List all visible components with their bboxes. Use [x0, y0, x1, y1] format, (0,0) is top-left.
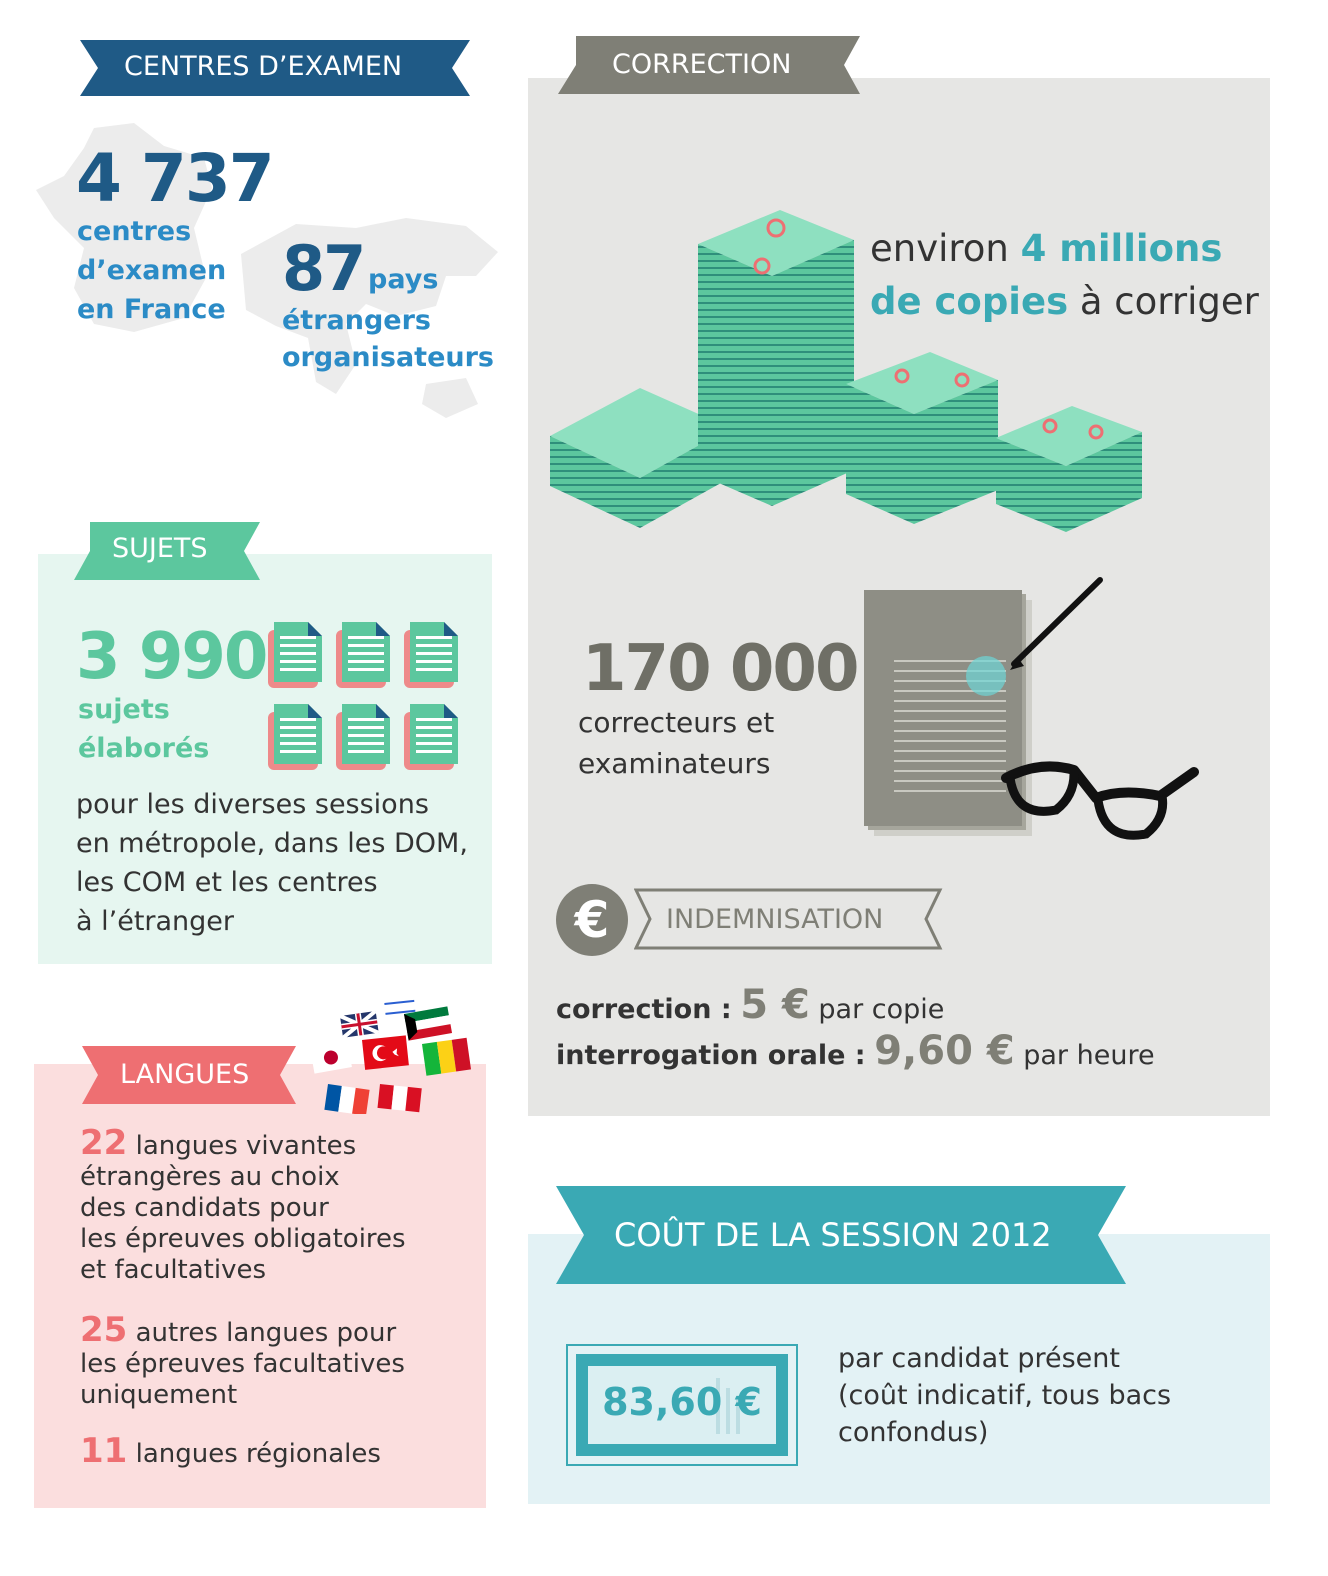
document-icon: [402, 622, 462, 690]
langues-block-3: [80, 1431, 381, 1471]
copies-highlight: de copies: [870, 280, 1069, 323]
indemnisation-line-unit: par heure: [1023, 1040, 1155, 1071]
sujets-desc-line: en métropole, dans les DOM,: [76, 828, 468, 859]
pays-word: pays: [368, 264, 439, 295]
langues-text: et facultatives: [80, 1255, 267, 1285]
flags-icon: [304, 996, 476, 1114]
document-icon: [334, 622, 394, 690]
cout-desc-line: (coût indicatif, tous bacs: [838, 1380, 1172, 1411]
langues-text: des candidats pour: [80, 1193, 329, 1223]
indemnisation-line-2: [556, 1028, 1155, 1074]
langues-line: [80, 1123, 406, 1163]
indemnisation-label: INDEMNISATION: [666, 904, 884, 935]
pays-label-line: organisateurs: [282, 342, 495, 373]
langues-number: 11: [80, 1431, 128, 1471]
copies-text-part: environ: [870, 227, 1009, 270]
indemnisation-line-label: interrogation orale :: [556, 1040, 866, 1071]
langues-text: les épreuves facultatives: [80, 1349, 405, 1379]
correcteurs-label: [578, 702, 774, 784]
indemnisation-line-1: [556, 982, 944, 1028]
copies-line: [870, 275, 1259, 328]
sujets-count: 3 990: [76, 620, 267, 694]
langues-block-2: [80, 1310, 405, 1411]
sujets-desc-line: à l’étranger: [76, 906, 235, 937]
paper-pen-glasses-illustration: [860, 574, 1200, 844]
correcteurs-count: 170 000: [582, 632, 858, 706]
sujets-label-line: sujets: [78, 694, 170, 725]
sujets-label-line: élaborés: [78, 733, 210, 764]
copies-text-part: à corriger: [1079, 280, 1259, 323]
sujets-description: [76, 785, 468, 941]
cout-title: COÛT DE LA SESSION 2012: [614, 1216, 1052, 1254]
indemnisation-line-value: 9,60 €: [874, 1028, 1015, 1074]
correction-title: CORRECTION: [612, 49, 792, 80]
pays-label: [282, 302, 494, 376]
langues-text: langues vivantes: [135, 1131, 357, 1161]
correcteurs-line: examinateurs: [578, 747, 771, 780]
document-icon: [266, 622, 326, 690]
correcteurs-line: correcteurs et: [578, 706, 775, 739]
centres-label-line: d’examen: [77, 255, 227, 286]
sujets-desc-line: pour les diverses sessions: [76, 789, 429, 820]
langues-text: étrangères au choix: [80, 1162, 340, 1192]
document-icon: [402, 704, 462, 772]
euro-symbol: €: [574, 891, 610, 949]
langues-title: LANGUES: [120, 1059, 250, 1090]
indemnisation-line-value: 5 €: [740, 982, 810, 1028]
centres-count-label: [77, 212, 226, 329]
sujets-desc-line: les COM et les centres: [76, 867, 378, 898]
pays-label-line: étrangers: [282, 305, 432, 336]
copies-highlight: 4 millions: [1020, 227, 1223, 270]
centres-label-line: en France: [77, 294, 226, 325]
langues-line: [80, 1310, 405, 1350]
cout-amount: 83,60 €: [602, 1380, 762, 1424]
cout-desc-line: confondus): [838, 1417, 989, 1448]
cout-desc-line: par candidat présent: [838, 1343, 1120, 1374]
langues-number: 25: [80, 1310, 128, 1350]
indemnisation-line-unit: par copie: [818, 994, 945, 1025]
copies-text: [870, 222, 1259, 328]
pays-count: 87: [282, 232, 365, 305]
langues-block-1: [80, 1123, 406, 1286]
centres-label-line: centres: [77, 216, 192, 247]
copies-line: [870, 222, 1259, 275]
langues-text: les épreuves obligatoires: [80, 1224, 406, 1254]
langues-line: [80, 1431, 381, 1471]
langues-text: langues régionales: [135, 1439, 381, 1469]
document-icon: [334, 704, 394, 772]
centres-title: CENTRES D’EXAMEN: [124, 51, 403, 82]
sujets-count-label: [78, 690, 209, 768]
centres-count: 4 737: [76, 140, 273, 217]
langues-text: autres langues pour: [135, 1318, 397, 1348]
indemnisation-line-label: correction :: [556, 994, 732, 1025]
sujets-title: SUJETS: [112, 533, 208, 564]
cout-description: [838, 1340, 1171, 1451]
langues-text: uniquement: [80, 1380, 238, 1410]
document-icon: [266, 704, 326, 772]
langues-number: 22: [80, 1123, 128, 1163]
